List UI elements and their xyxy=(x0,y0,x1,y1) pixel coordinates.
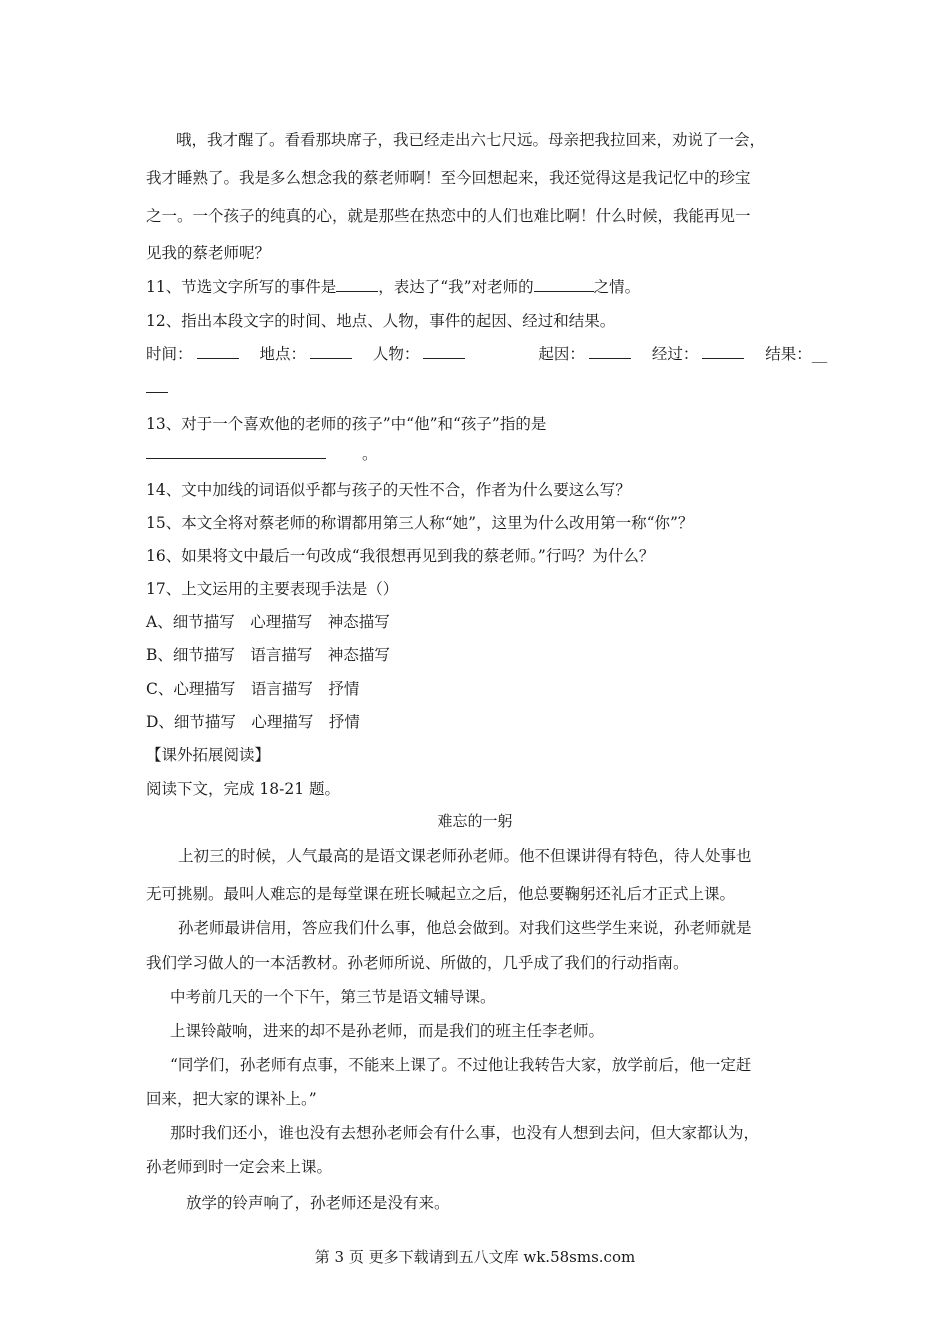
q13-end: 。 xyxy=(362,445,378,463)
question-14: 14、文中加线的词语似乎都与孩子的天性不合，作者为什么要这么写？ xyxy=(146,481,631,499)
q11-text-after: 之情。 xyxy=(593,278,641,296)
question-13: 13、对于一个喜欢他的老师的孩子”中“他”和“孩子”指的是 xyxy=(146,415,547,433)
instruction: 阅读下文，完成 18-21 题。 xyxy=(146,780,341,798)
story-line: 孙老师到时一定会来上课。 xyxy=(146,1158,333,1176)
q12-place-blank[interactable] xyxy=(310,344,352,359)
q12-process-label: 经过： xyxy=(651,345,699,363)
question-12: 12、指出本段文字的时间、地点、人物，事件的起因、经过和结果。 xyxy=(146,312,616,330)
q12-person-label: 人物： xyxy=(372,345,420,363)
q12-result-label: 结果：__ xyxy=(765,345,828,363)
passage-line: 我才睡熟了。我是多么想念我的蔡老师啊！至今回想起来，我还觉得这是我记忆中的珍宝 xyxy=(146,169,751,187)
q13-answer-row xyxy=(146,442,378,464)
story-line: 孙老师最讲信用，答应我们什么事，他总会做到。对我们这些学生来说，孙老师就是 xyxy=(178,919,752,937)
story-line: 放学的铃声响了，孙老师还是没有来。 xyxy=(186,1194,450,1212)
q12-time-label: 时间： xyxy=(146,345,193,363)
passage-line: 之一。一个孩子的纯真的心，就是那些在热恋中的人们也难比啊！什么时候，我能再见一 xyxy=(146,207,751,225)
question-11 xyxy=(146,275,640,297)
q12-fill-row xyxy=(146,342,827,364)
story-line: 无可挑剔。最叫人难忘的是每堂课在班长喊起立之后，他总要鞠躬还礼后才正式上课。 xyxy=(146,885,736,903)
option-d: D、细节描写 心理描写 抒情 xyxy=(146,713,360,731)
story-line: 中考前几天的一个下午，第三节是语文辅导课。 xyxy=(170,988,496,1006)
section-title: 【课外拓展阅读】 xyxy=(146,746,271,764)
q11-text-middle: ，表达了“我”对老师的 xyxy=(378,278,534,296)
option-a: A、细节描写 心理描写 神态描写 xyxy=(146,613,390,631)
story-line: 那时我们还小，谁也没有去想孙老师会有什么事，也没有人想到去问，但大家都认为， xyxy=(170,1124,760,1142)
question-16: 16、如果将文中最后一句改成“我很想再见到我的蔡老师。”行吗？为什么？ xyxy=(146,547,655,565)
q12-person-blank[interactable] xyxy=(423,344,465,359)
q12-cause-label: 起因： xyxy=(538,345,585,363)
option-c: C、心理描写 语言描写 抒情 xyxy=(146,680,360,698)
q12-place-label: 地点： xyxy=(259,345,306,363)
page-footer: 第 3 页 更多下载请到五八文库 wk.58sms.com xyxy=(314,1248,636,1266)
q12-result-blank-cont[interactable] xyxy=(146,378,168,397)
question-15: 15、本文全将对蔡老师的称谓都用第三人称“她”，这里为什么改用第一称“你”？ xyxy=(146,514,694,532)
story-line: 上初三的时候，人气最高的是语文课老师孙老师。他不但课讲得有特色，待人处事也 xyxy=(178,847,752,865)
story-line: 回来，把大家的课补上。” xyxy=(146,1090,317,1108)
q12-process-blank[interactable] xyxy=(702,344,744,359)
story-line: 我们学习做人的一本活教材。孙老师所说、所做的，几乎成了我们的行动指南。 xyxy=(146,954,689,972)
q13-blank[interactable] xyxy=(146,444,326,459)
story-line: “同学们，孙老师有点事，不能来上课了。不过他让我转告大家，放学前后，他一定赶 xyxy=(170,1056,752,1074)
story-line: 上课铃敲响，进来的却不是孙老师，而是我们的班主任李老师。 xyxy=(170,1022,605,1040)
q12-cause-blank[interactable] xyxy=(589,344,631,359)
story-title: 难忘的一躬 xyxy=(437,812,513,830)
q11-blank-1[interactable] xyxy=(336,277,378,292)
option-b: B、细节描写 语言描写 神态描写 xyxy=(146,646,390,664)
q12-time-blank[interactable] xyxy=(197,344,239,359)
passage-line: 见我的蔡老师呢？ xyxy=(146,244,271,262)
question-17: 17、上文运用的主要表现手法是（） xyxy=(146,580,399,598)
passage-line: 哦，我才醒了。看看那块席子，我已经走出六七尺远。母亲把我拉回来，劝说了一会， xyxy=(176,131,766,149)
q11-blank-2[interactable] xyxy=(534,277,594,292)
q11-text-before: 11、节选文字所写的事件是 xyxy=(146,278,337,296)
